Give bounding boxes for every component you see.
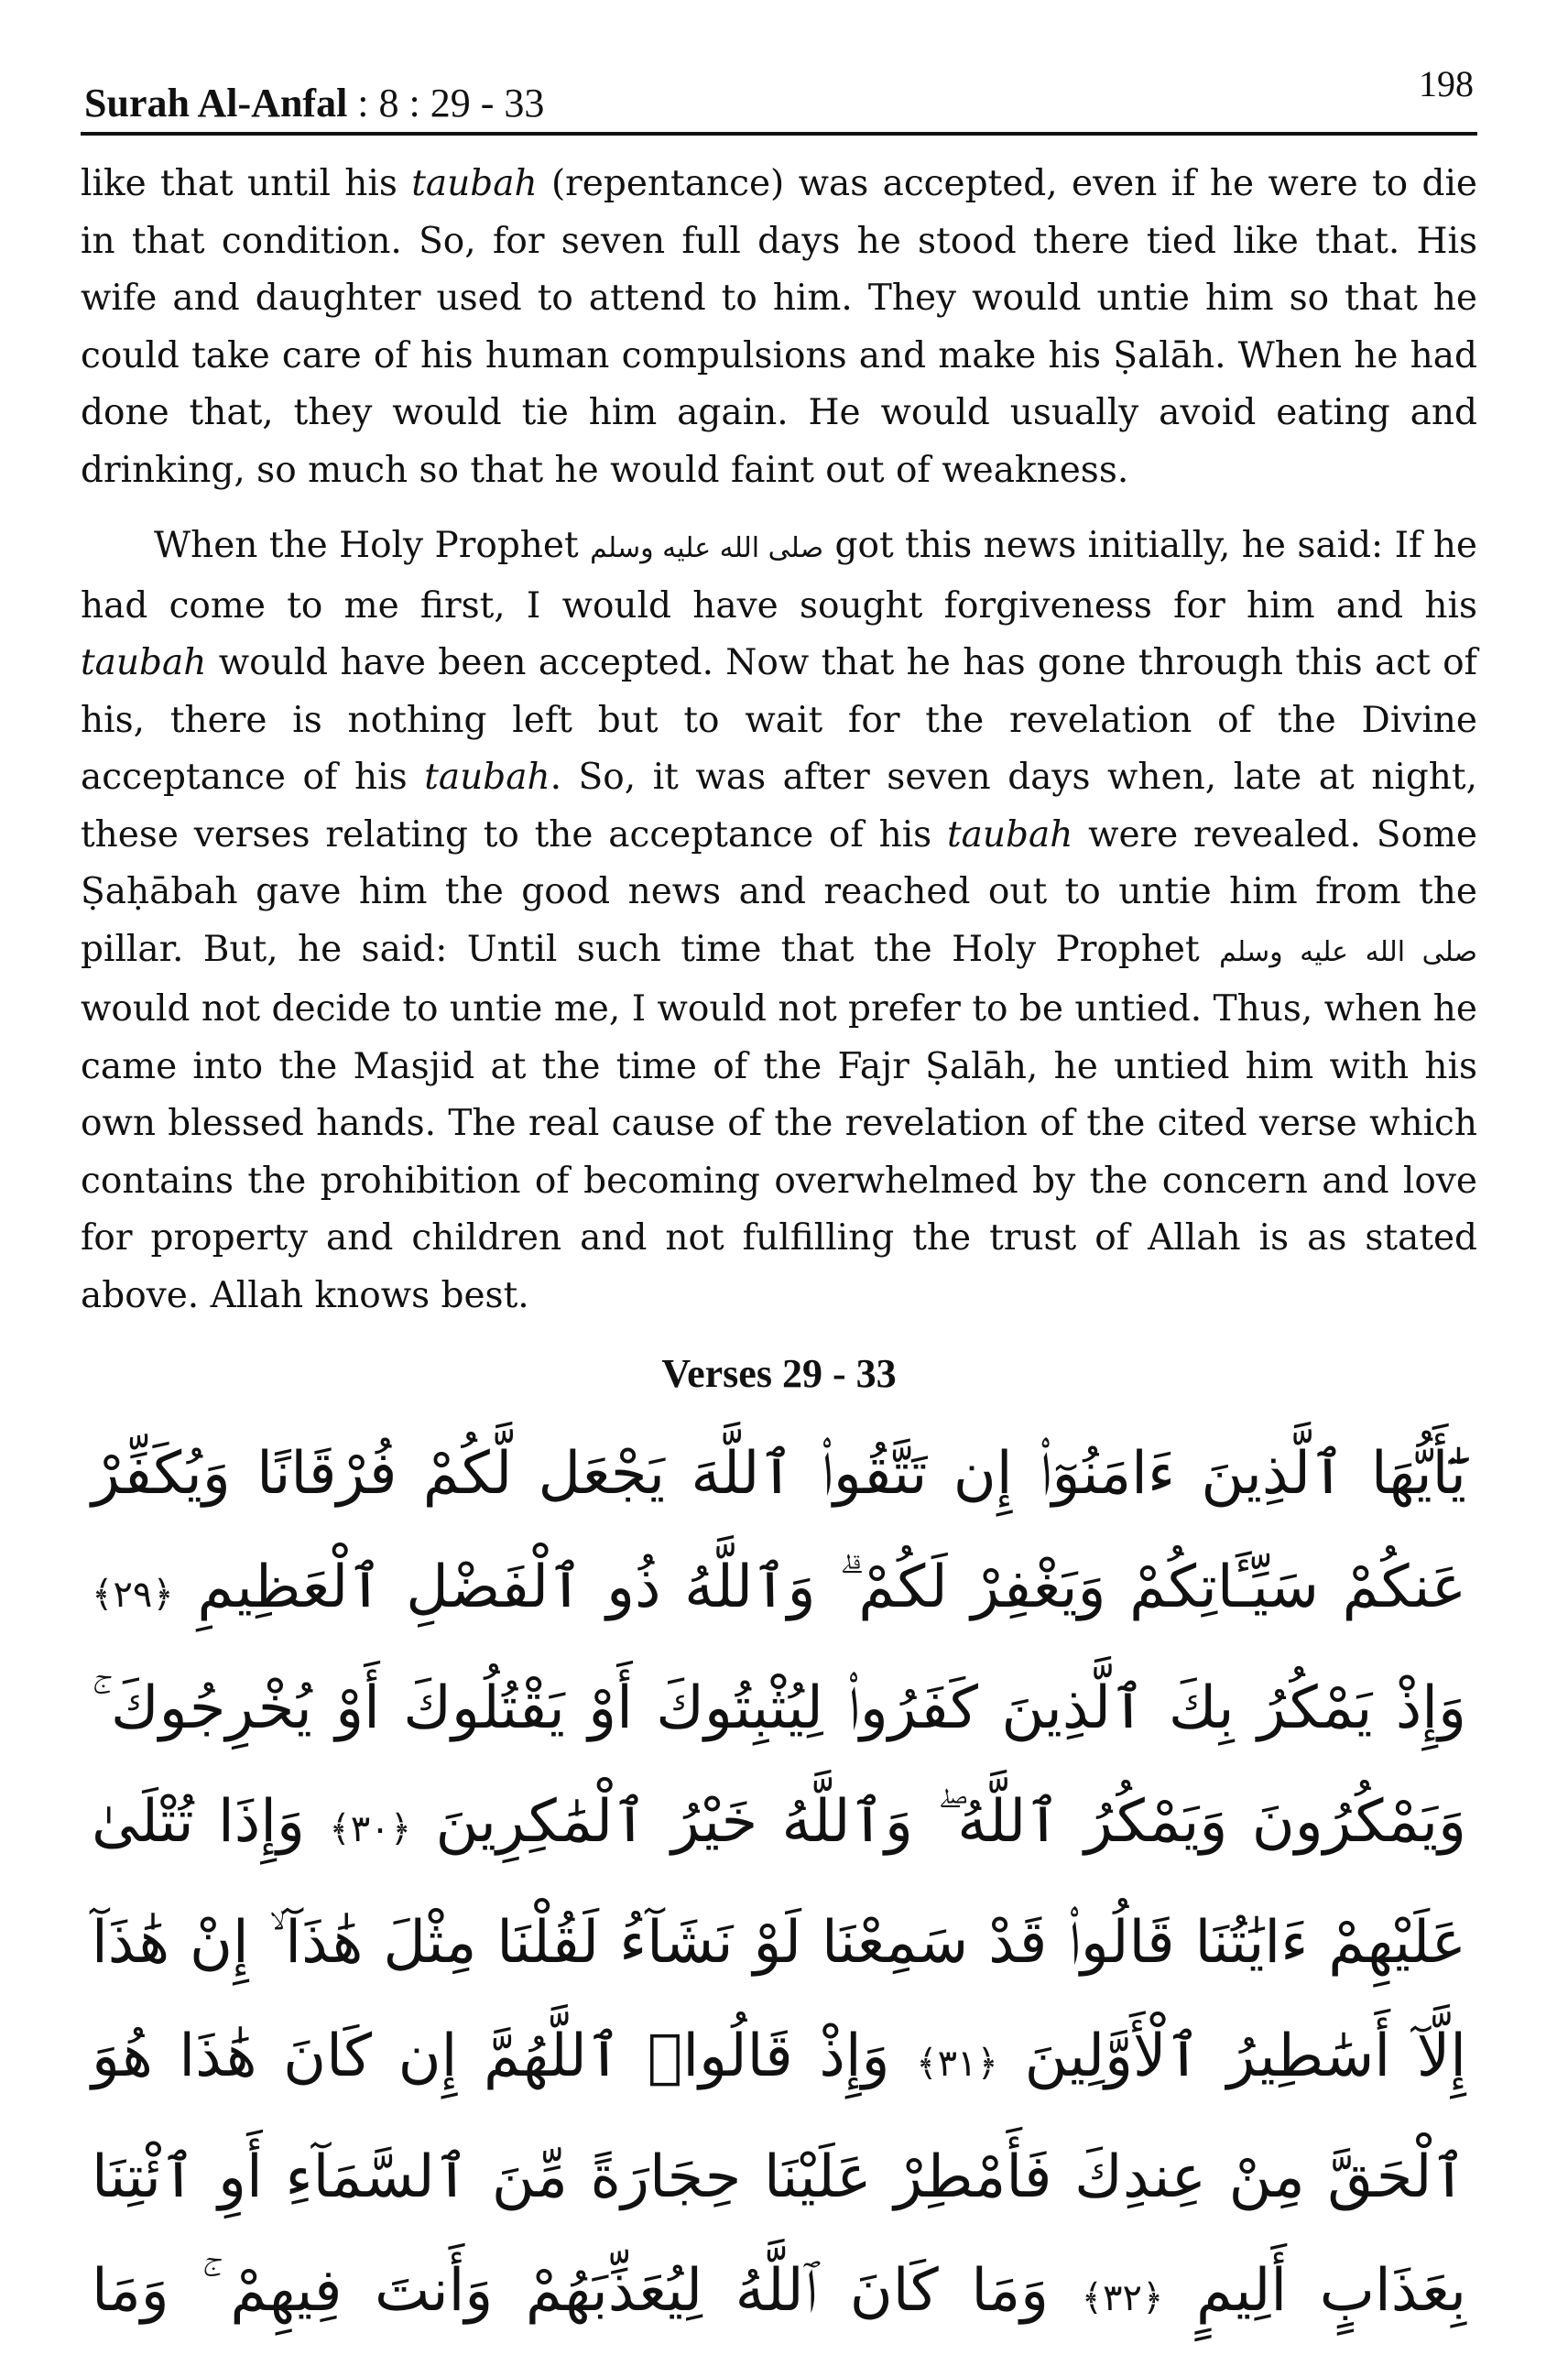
salutation-arabic-2: صلى الله عليه وسلم [1219,935,1477,968]
p2-text-5: were revealed. Some Ṣaḥābah gave him the good news and reached out to untie him from the pillar. But, he said: Until such time that the Holy Prophet [81,813,1478,970]
p2-italic-taubah-2: taubah [424,757,550,798]
paragraph-2 [81,518,1477,1325]
verse-29-marker: ﴿٢٩﴾ [92,1574,174,1616]
verse-30-text: وَإِذْ يَمْكُرُ بِكَ ٱلَّذِينَ كَفَرُوا۟ لِيُثْبِتُوكَ أَوْ يَقْتُلُوكَ أَوْ يُخْرِجُوكَ ۚ وَيَمْكُرُونَ وَيَمْكُرُ ٱللَّهُ ۖ وَٱللَّهُ خَيْرُ ٱلْمَٰكِرِينَ [92,1674,1467,1856]
p2-text-6: would not decide to untie me, I would not prefer to be untied. Thus, when he came into the Masjid at the time of the Fajr Ṣalāh, he untied him with his own blessed hands. The real cause of the revelation of the cited verse which contains the prohibition of becoming overwhelmed by the concern and love for property and children and not fulfilling the trust of Allah is as stated above. Allah knows best. [81,988,1477,1316]
paragraph-1 [81,156,1477,499]
verse-32-text: وَإِذْ قَالُوا۟ ٱللَّهُمَّ إِن كَانَ هَٰذَا هُوَ ٱلْحَقَّ مِنْ عِندِكَ فَأَمْطِرْ عَلَيْنَا حِجَارَةً مِّنَ ٱلسَّمَآءِ أَوِ ٱئْتِنَا بِعَذَابٍ أَلِيمٍ [92,2022,1466,2325]
verse-31-marker: ﴿٣١﴾ [916,2043,998,2085]
verses-heading: Verses 29 - 33 [661,1351,897,1396]
verse-33-text: وَمَا كَانَ ٱللَّهُ لِيُعَذِّبَهُمْ وَأَنتَ فِيهِمْ ۚ وَمَا [92,2257,1050,2325]
p2-text-1: When the Holy Prophet [154,525,591,566]
salutation-arabic-1: صلى الله عليه وسلم [590,532,824,564]
p1-italic-taubah: taubah [411,163,538,204]
verse-31-text: وَإِذَا تُتْلَىٰ عَلَيْهِمْ ءَايَٰتُنَا قَالُوا۟ قَدْ سَمِعْنَا لَوْ نَشَآءُ لَقُلْنَا مِثْلَ هَٰذَآ ۙ إِنْ هَٰذَآ إِلَّآ أَسَٰطِيرُ ٱلْأَوَّلِينَ [92,1788,1467,2090]
page-number: 198 [1419,63,1474,104]
p2-text-4: . So, it was after seven days when, late at night, these verses relating to the acceptance of his [81,757,1477,856]
verse-30-marker: ﴿٣٠﴾ [329,1808,412,1850]
running-title [84,80,544,126]
p2-text-3: would have been accepted. Now that he has gone through this act of his, there is nothing left but to wait for the revelation of the Divine acceptance of his [81,642,1477,798]
p2-italic-taubah-3: taubah [946,813,1073,856]
p2-italic-taubah-1: taubah [81,642,207,683]
verse-29-text: يَٰٓأَيُّهَا ٱلَّذِينَ ءَامَنُوٓا۟ إِن تَتَّقُوا۟ ٱللَّهَ يَجْعَل لَّكُمْ فُرْقَانًا وَيُكَفِّرْ عَنكُمْ سَيِّـَٔاتِكُمْ وَيَغْفِرْ لَكُمْ ۗ وَٱللَّهُ ذُو ٱلْفَضْلِ ٱلْعَظِيمِ [92,1440,1467,1621]
p1-text-1: like that until his [81,163,412,204]
arabic-verses-block [81,1417,1477,2355]
verse-32-marker: ﴿٣٢﴾ [1081,2277,1164,2319]
running-header [81,55,1477,136]
verse-reference: : 8 : 29 - 33 [357,81,545,125]
surah-name: Surah Al-Anfal [84,81,348,125]
p2-text-2: got this news initially, he said: If he had come to me first, I would have sought forgiveness for him and his [81,525,1478,627]
page [81,55,1477,2327]
p1-text-2: (repentance) was accepted, even if he were to die in that condition. So, for seven full days he stood there tied like that. His wife and daughter used to attend to him. They would untie him so that he could take care of his human compulsions and make his Ṣalāh. When he had done that, they would tie him again. He would usually avoid eating and drinking, so much so that he would faint out of weakness. [81,163,1478,491]
